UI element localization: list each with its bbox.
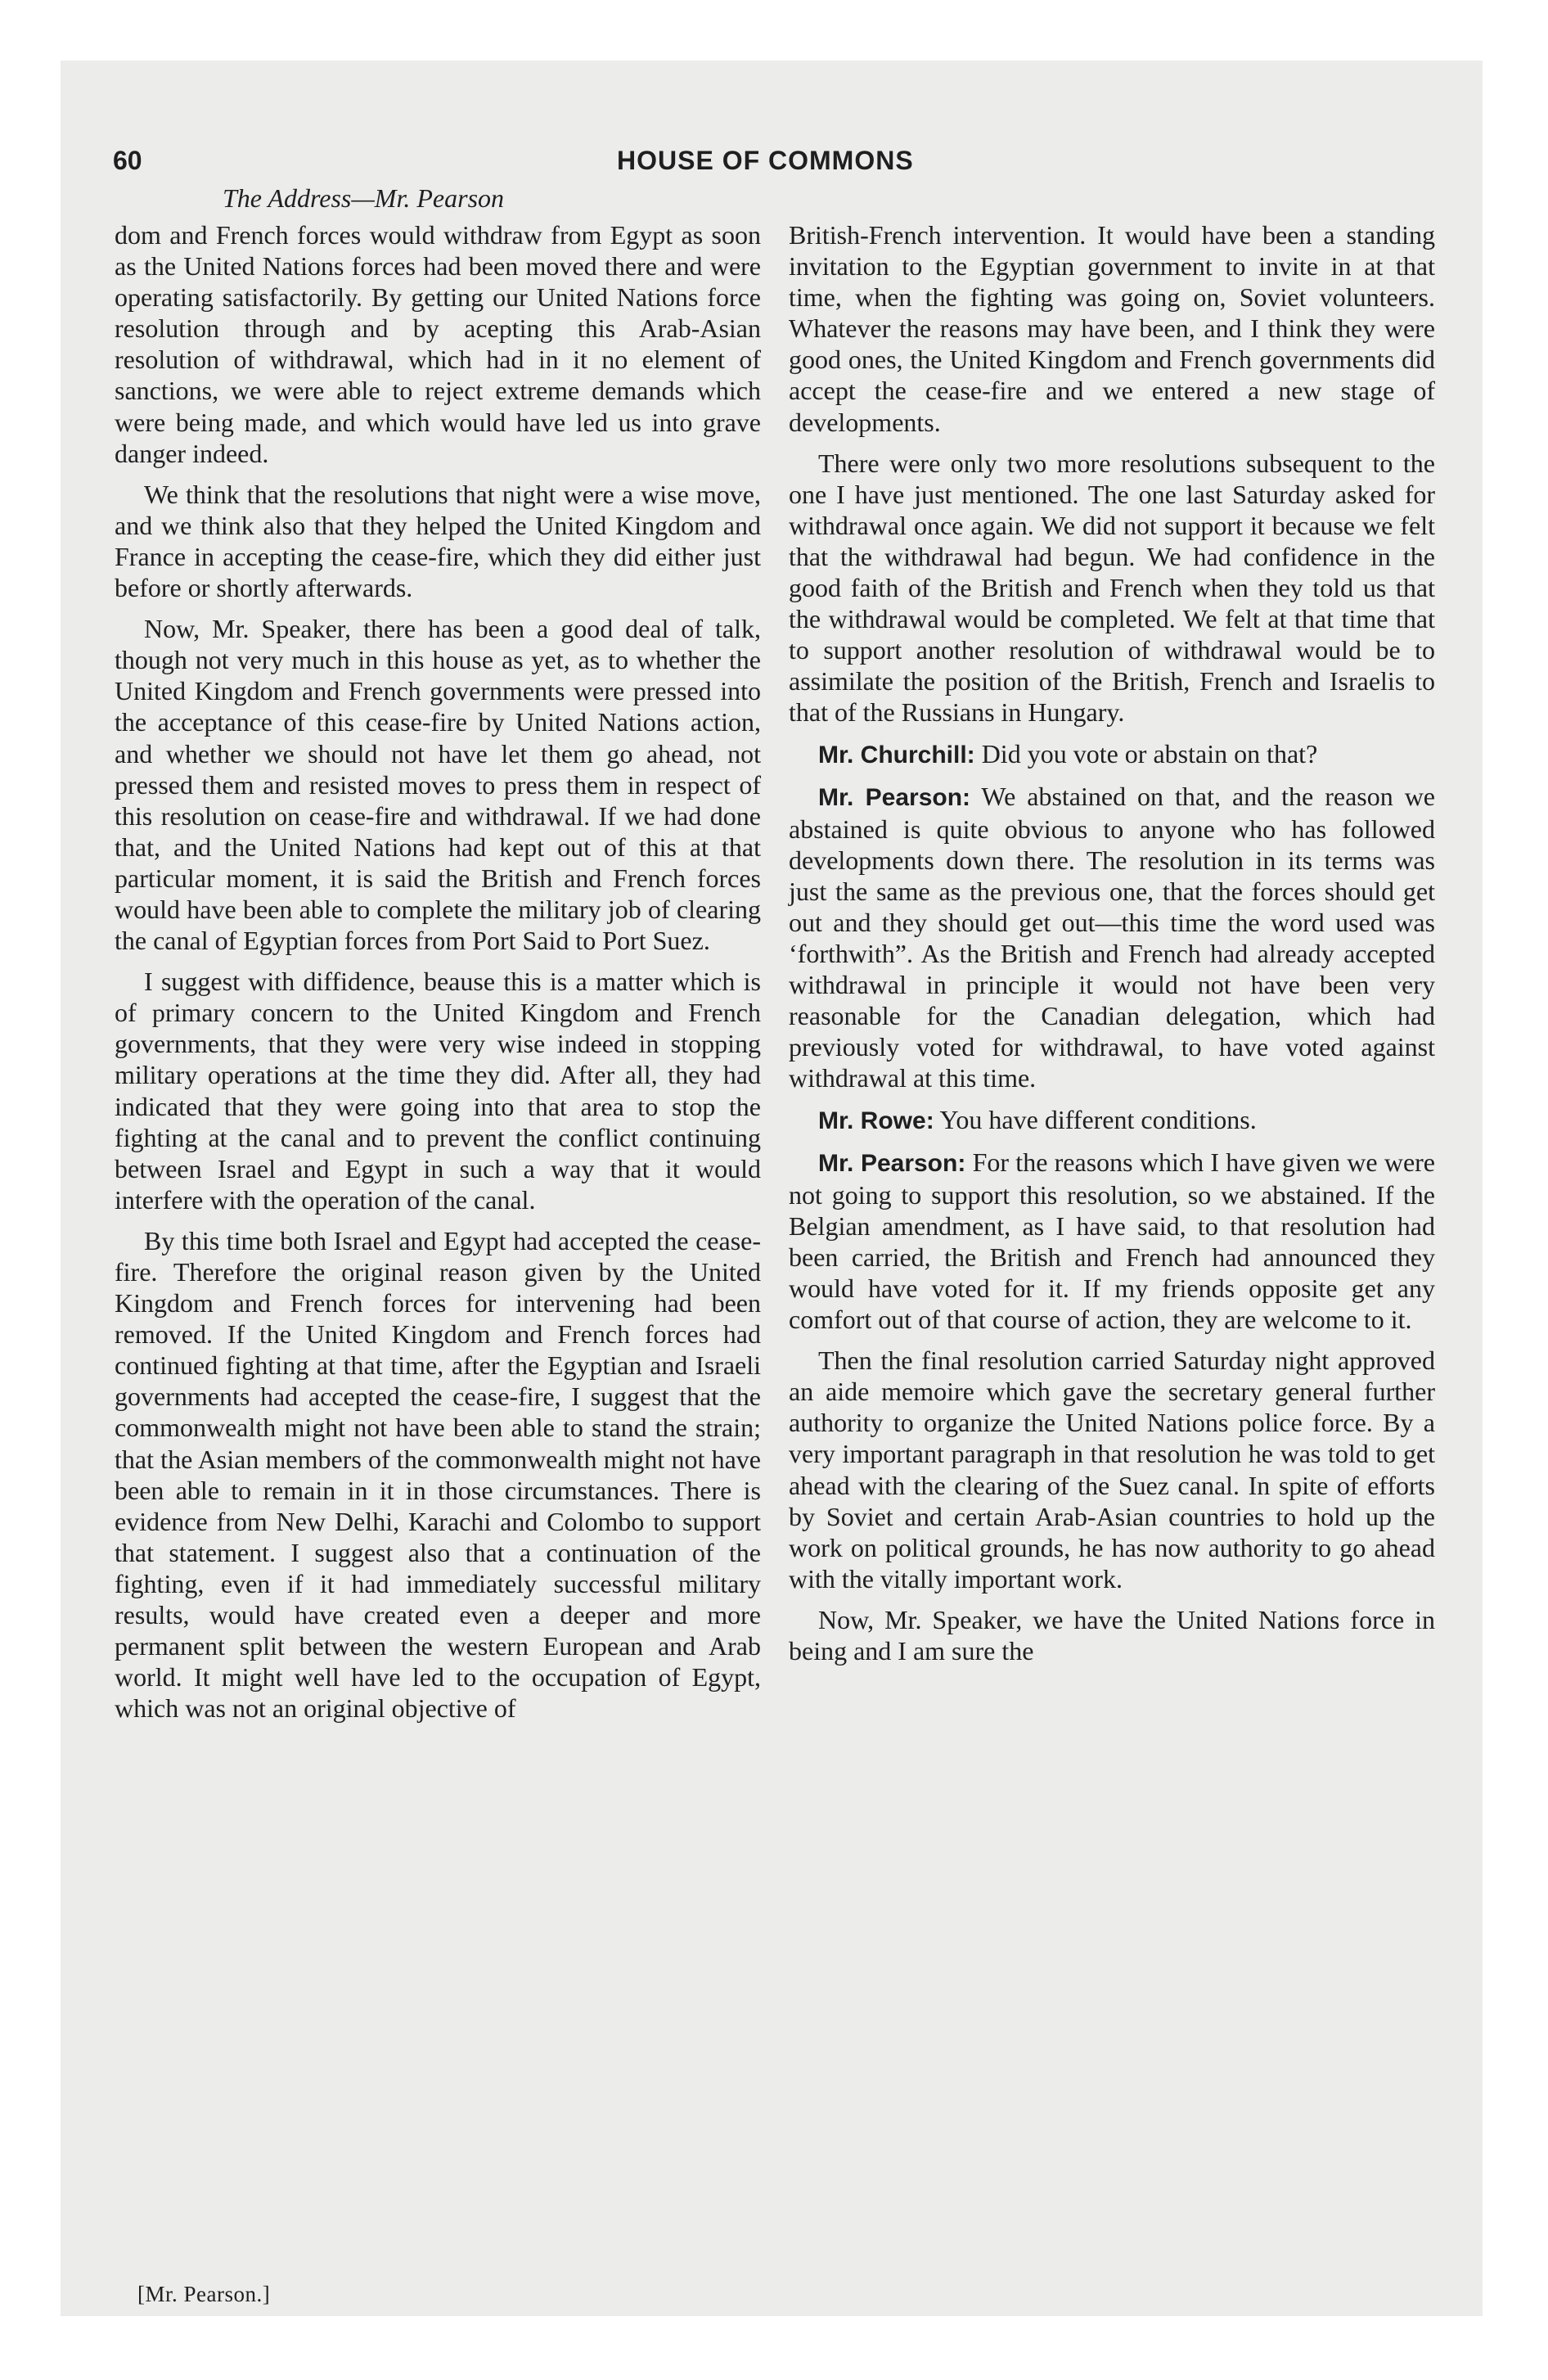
speaker-name: Mr. Pearson: [818, 1149, 966, 1177]
paragraph: There were only two more resolutions subsequent to the one I have just mentioned. The one last Saturday asked for withdrawal once again. We did not support it because we felt that the withdrawal had begun. We had confidence in the good faith of the British and French when they told us that the withdrawal would be completed. We felt at that time that to support another resolution of withdrawal would be to assimilate the position of the British, French and Israelis to that of the Russians in Hungary. [789, 448, 1435, 728]
speech-pearson [789, 1147, 1435, 1336]
speaker-name: Mr. Pearson: [818, 783, 971, 811]
speech-rowe [789, 1104, 1435, 1137]
paragraph: We think that the resolutions that night were a wise move, and we think also that they helped the United Kingdom and France in accepting the cease-fire, which they did either just before or shortly afterwards. [115, 479, 761, 603]
paragraph: Now, Mr. Speaker, there has been a good deal of talk, though not very much in this house as yet, as to whether the United Kingdom and French governments were pressed into the acceptance of this cease-fire by United Nations action, and whether we should not have let them go ahead, not pressed them and resisted moves to press them in respect of this resolution on cease-fire and withdrawal. If we had done that, and the United Nations had kept out of this at that particular moment, it is said the British and French forces would have been able to complete the military job of clearing the canal of Egyptian forces from Port Said to Port Suez. [115, 614, 761, 956]
speech-pearson [789, 781, 1435, 1094]
speech-text: For the reasons which I have given we were not going to support this resolution, so we abstained. If the Belgian amendment, as I have said, to that resolution had been carried, the British and French had announced they would have voted for it. If my friends opposite get any comfort out of that course of action, they are welcome to it. [789, 1147, 1436, 1335]
speech-churchill [789, 738, 1435, 771]
speech-text: Did you vote or abstain on that? [974, 738, 1318, 769]
speaker-name: Mr. Rowe: [818, 1107, 934, 1134]
paragraph: Now, Mr. Speaker, we have the United Nations force in being and I am sure the [789, 1604, 1435, 1666]
page-number: 60 [113, 146, 142, 175]
speech-text: We abstained on that, and the reason we abstained is quite obvious to anyone who has followed developments down there. The resolution in its terms was just the same as the previous one, that the forces should get out and they should get out—this time the word used was ‘forthwith”. As the British and French had already accepted withdrawal in principle it would not have been very reasonable for the Canadian delegation, which had previously voted for withdrawal, to have voted against withdrawal at this time. [789, 781, 1435, 1093]
paragraph: By this time both Israel and Egypt had accepted the cease-fire. Therefore the original reason given by the United Kingdom and French forces for intervening had been removed. If the United Kingdom and French forces had continued fighting at that time, after the Egyptian and Israeli governments had accepted the cease-fire, I suggest that the commonwealth might not have been able to stand the strain; that the Asian members of the commonwealth might not have been able to remain in it in those circumstances. There is evidence from New Delhi, Karachi and Colombo to support that statement. I suggest also that a continuation of the fighting, even if it had immediately successful military results, would have created even a deeper and more permanent split between the western European and Arab world. It might well have led to the occupation of Egypt, which was not an original objective of [115, 1225, 761, 1724]
speech-text: You have different conditions. [934, 1104, 1257, 1134]
speaker-footer: [Mr. Pearson.] [137, 2282, 271, 2306]
section-subhead: The Address—Mr. Pearson [223, 183, 505, 213]
speaker-name: Mr. Churchill: [818, 741, 975, 769]
paragraph: dom and French forces would withdraw from Egypt as soon as the United Nations forces had been moved there and were operating satisfactorily. By getting our United Nations force resolution through and by acepting this Arab-Asian resolution of withdrawal, which had in it no element of sanctions, we were able to reject extreme demands which were being made, and which would have led us into grave danger indeed. [115, 220, 761, 468]
paragraph: I suggest with diffidence, beause this is a matter which is of primary concern to the United Kingdom and French governments, that they were very wise indeed in stopping military operations at the time they did. After all, they had indicated that they were going into that area to stop the fighting at the canal and to prevent the conflict continuing between Israel and Egypt in such a way that it would interfere with the operation of the canal. [115, 967, 761, 1215]
paragraph: Then the final resolution carried Saturday night approved an aide memoire which gave the secretary general further authority to organize the United Nations police force. By a very important paragraph in that resolution he was told to get ahead with the clearing of the Suez canal. In spite of efforts by Soviet and certain Arab-Asian countries to hold up the work on political grounds, he has now authority to go ahead with the vitally important work. [789, 1346, 1435, 1593]
running-head: HOUSE OF COMMONS [617, 146, 914, 175]
paragraph: British-French intervention. It would have been a standing invitation to the Egyptian government to invite in at that time, when the fighting was going on, Soviet volunteers. Whatever the reasons may have been, and I think they were good ones, the United Kingdom and French governments did accept the cease-fire and we entered a new stage of developments. [789, 220, 1435, 437]
right-column [789, 219, 1435, 1676]
left-column [115, 219, 761, 1733]
